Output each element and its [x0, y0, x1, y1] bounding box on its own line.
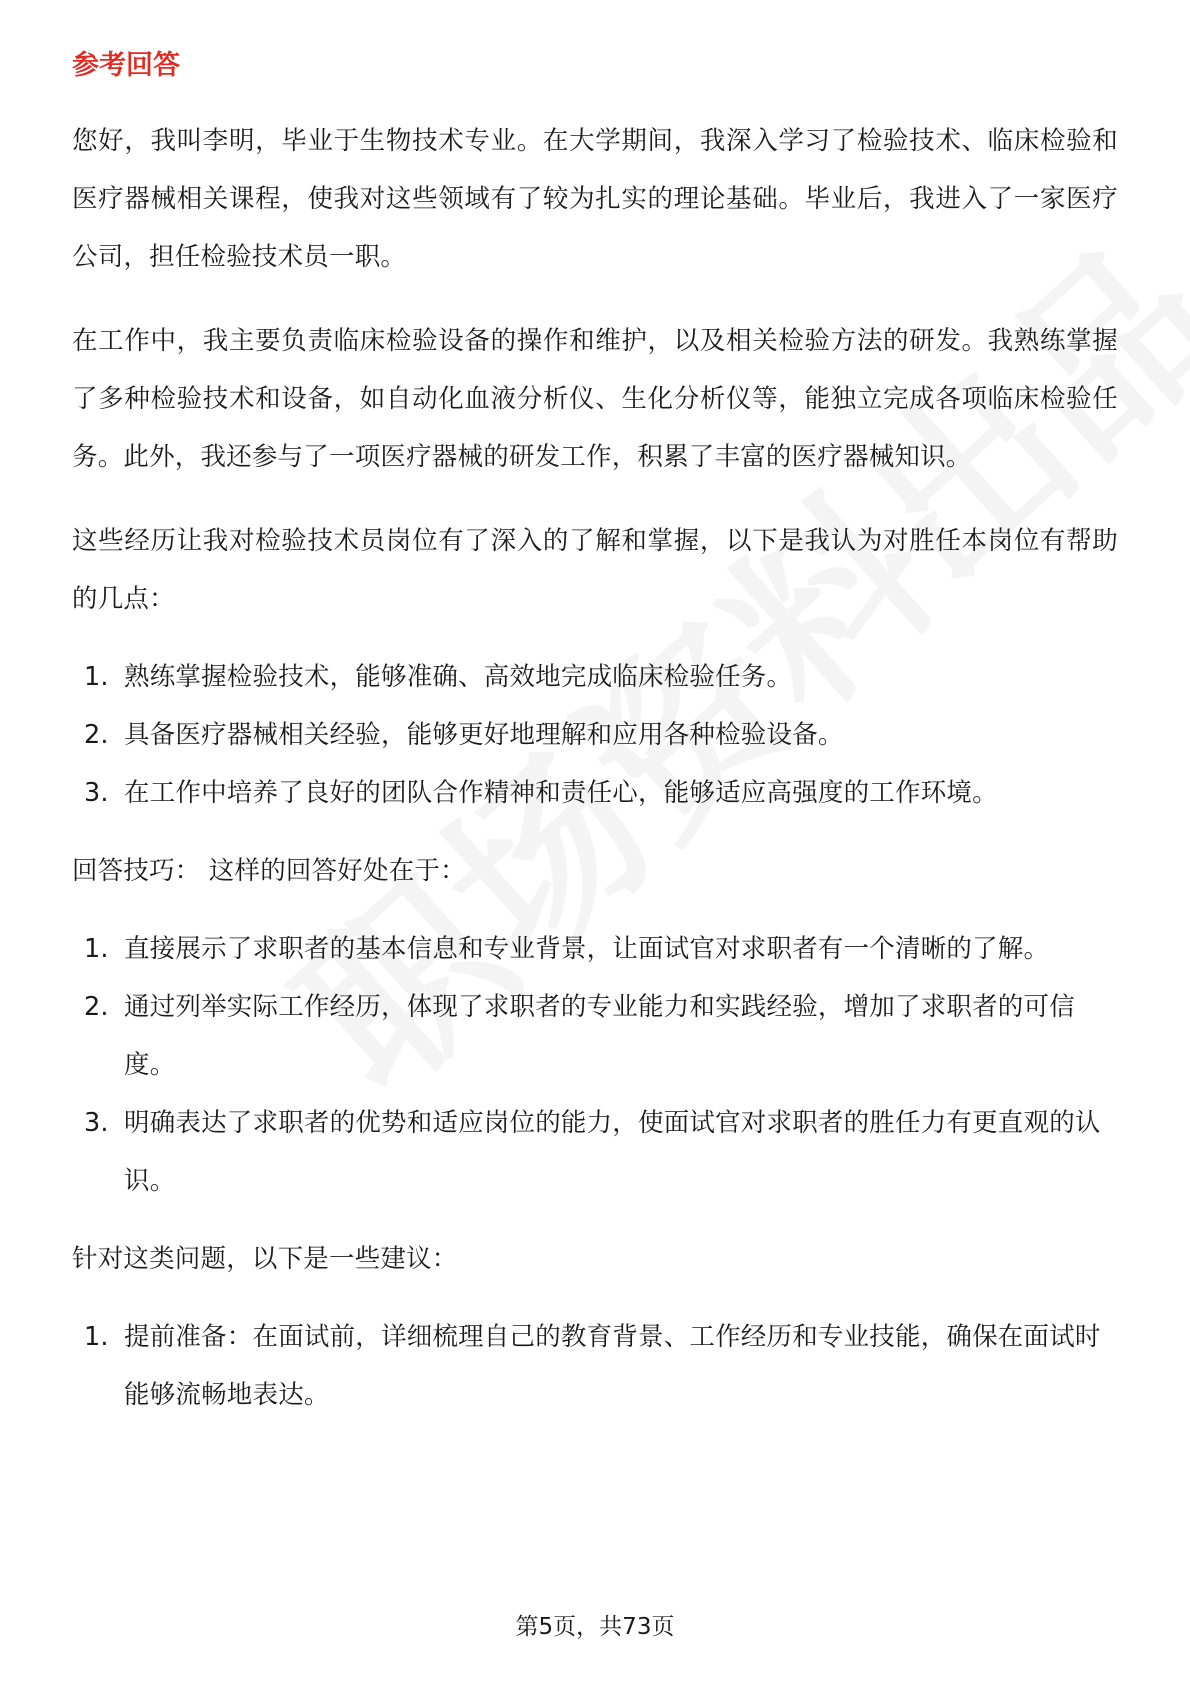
paragraph-work: 在工作中，我主要负责临床检验设备的操作和维护，以及相关检验方法的研发。我熟练掌握了多种检验技术和设备，如自动化血液分析仪、生化分析仪等，能独立完成各项临床检验任务。此外，我还参与了一项医疗器械的研发工作，积累了丰富的医疗器械知识。 — [72, 326, 1118, 472]
section-title: 参考回答 — [72, 50, 180, 81]
list-number: 1. — [84, 662, 109, 692]
list-number: 2. — [84, 992, 109, 1022]
list-item — [72, 920, 1118, 978]
list-text: 明确表达了求职者的优势和适应岗位的能力，使面试官对求职者的胜任力有更直观的认识。 — [124, 1108, 1101, 1196]
list-text: 直接展示了求职者的基本信息和专业背景，让面试官对求职者有一个清晰的了解。 — [124, 934, 1050, 964]
list-text: 提前准备：在面试前，详细梳理自己的教育背景、工作经历和专业技能，确保在面试时能够流畅地表达。 — [124, 1322, 1101, 1410]
list-item — [72, 1094, 1118, 1210]
list-text: 具备医疗器械相关经验，能够更好地理解和应用各种检验设备。 — [124, 720, 844, 750]
paragraph-summary: 这些经历让我对检验技术员岗位有了深入的了解和掌握，以下是我认为对胜任本岗位有帮助的几点： — [72, 526, 1118, 614]
list-item — [72, 1308, 1118, 1424]
list-number: 2. — [84, 720, 109, 750]
list-text: 在工作中培养了良好的团队合作精神和责任心，能够适应高强度的工作环境。 — [124, 778, 998, 808]
list-number: 3. — [84, 1108, 109, 1138]
advice-list — [72, 1308, 1118, 1424]
list-item — [72, 706, 1118, 764]
list-text: 熟练掌握检验技术，能够准确、高效地完成临床检验任务。 — [124, 662, 793, 692]
tips-list — [72, 920, 1118, 1210]
list-item — [72, 648, 1118, 706]
paragraph-intro: 您好，我叫李明，毕业于生物技术专业。在大学期间，我深入学习了检验技术、临床检验和医疗器械相关课程，使我对这些领域有了较为扎实的理论基础。毕业后，我进入了一家医疗公司，担任检验技术员一职。 — [72, 126, 1118, 272]
strengths-list — [72, 648, 1118, 822]
list-text: 通过列举实际工作经历，体现了求职者的专业能力和实践经验，增加了求职者的可信度。 — [124, 992, 1075, 1080]
list-item — [72, 978, 1118, 1094]
tips-intro: 回答技巧： 这样的回答好处在于： — [72, 856, 466, 886]
document-page — [72, 46, 1118, 1444]
list-number: 1. — [84, 1322, 109, 1352]
page-footer: 第5页，共73页 — [515, 1614, 675, 1640]
list-item — [72, 764, 1118, 822]
list-number: 3. — [84, 778, 109, 808]
advice-intro: 针对这类问题，以下是一些建议： — [72, 1244, 458, 1274]
list-number: 1. — [84, 934, 109, 964]
